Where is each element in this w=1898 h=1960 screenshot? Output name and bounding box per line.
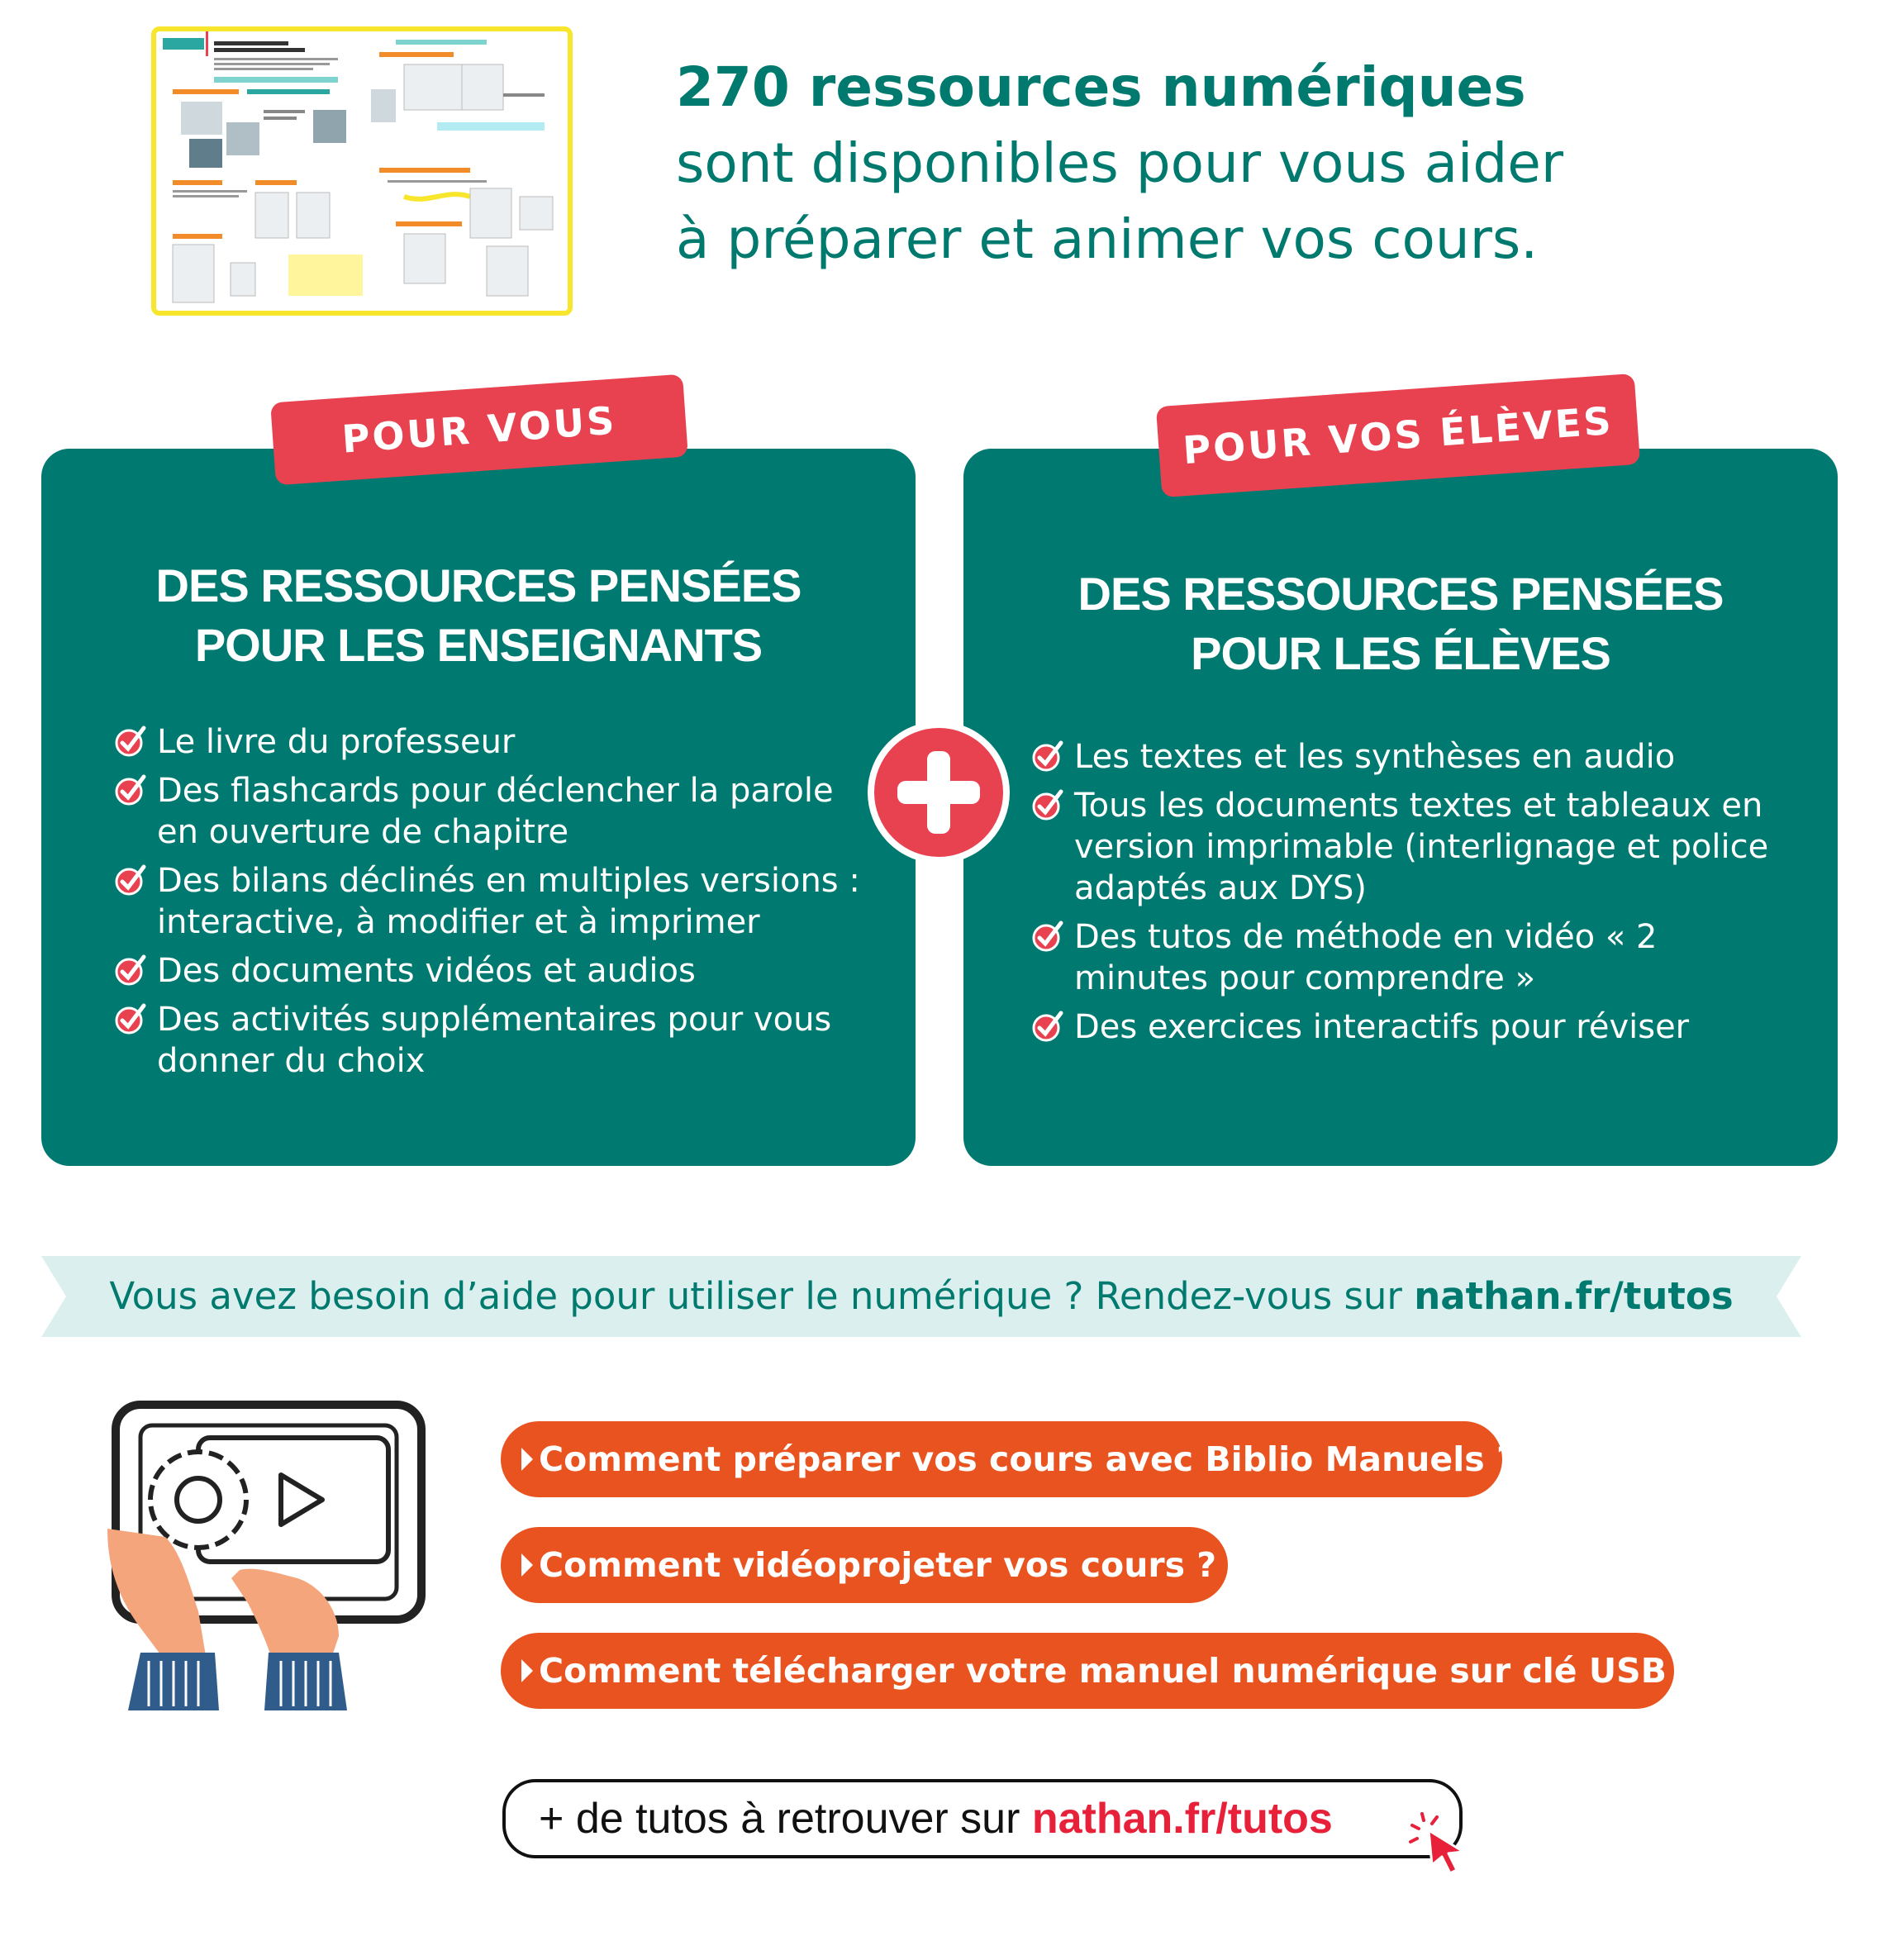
list-item xyxy=(114,860,874,943)
panel-teachers-title-line-2: POUR LES ENSEIGNANTS xyxy=(194,619,763,671)
list-item-text: Tous les documents textes et tableaux en version imprimable (interlignage et police adaptés aux DYS) xyxy=(1074,787,1769,907)
tuto-usb-button[interactable] xyxy=(501,1633,1699,1709)
headline-line-1: 270 ressources numériques xyxy=(676,55,1526,119)
panel-teachers-title xyxy=(41,556,916,675)
list-item-text: Des documents vidéos et audios xyxy=(157,952,696,990)
teachers-resource-list xyxy=(114,721,874,1089)
check-icon xyxy=(1031,1010,1064,1043)
help-text-body: Vous avez besoin d’aide pour utiliser le numérique ? Rendez-vous sur xyxy=(109,1274,1415,1318)
check-icon xyxy=(114,863,147,897)
check-icon xyxy=(114,773,147,806)
list-item-text: Des tutos de méthode en vidéo « 2 minutes pour comprendre » xyxy=(1074,918,1658,997)
list-item-text: Des exercices interactifs pour réviser xyxy=(1074,1008,1690,1046)
panel-students-title-line-1: DES RESSOURCES PENSÉES xyxy=(1077,568,1724,620)
list-item-text: Les textes et les synthèses en audio xyxy=(1074,738,1676,776)
list-item xyxy=(1031,785,1791,909)
check-icon xyxy=(114,1002,147,1035)
check-icon xyxy=(1031,788,1064,821)
help-link[interactable]: nathan.fr/tutos xyxy=(1414,1274,1734,1318)
tag-pour-vous: POUR VOUS xyxy=(270,374,688,486)
list-item xyxy=(1031,736,1791,778)
check-icon xyxy=(114,954,147,987)
list-item-text: Des activités supplémentaires pour vous donner du choix xyxy=(157,1001,832,1080)
thumbnail-illustration xyxy=(156,31,569,312)
panel-students-title-line-2: POUR LES ÉLÈVES xyxy=(1191,627,1610,679)
check-icon xyxy=(114,725,147,758)
list-item xyxy=(1031,916,1791,999)
check-icon xyxy=(1031,740,1064,773)
tuto-label: Comment préparer vos cours avec Biblio Manuels ? xyxy=(539,1439,1516,1479)
list-item xyxy=(114,721,874,763)
help-text xyxy=(41,1256,1801,1337)
more-tutos-link[interactable]: nathan.fr/tutos xyxy=(1031,1795,1333,1843)
play-arrow-icon xyxy=(521,1659,533,1682)
brochure-thumbnail xyxy=(151,26,573,316)
list-item-text: Des bilans déclinés en multiples versions : interactive, à modifier et à imprimer xyxy=(157,862,860,941)
panel-students-title xyxy=(963,564,1838,683)
tablet-hands-illustration xyxy=(91,1388,438,1719)
tuto-videoprojeter-button[interactable] xyxy=(501,1527,1228,1603)
panel-teachers-title-line-1: DES RESSOURCES PENSÉES xyxy=(155,559,802,611)
list-item xyxy=(114,770,874,853)
panel-students xyxy=(963,449,1838,1166)
students-resource-list xyxy=(1031,736,1791,1055)
list-item xyxy=(1031,1006,1791,1048)
headline-line-3: à préparer et animer vos cours. xyxy=(676,207,1539,271)
plus-icon xyxy=(868,721,1010,863)
tag-pour-vos-eleves: POUR VOS ÉLÈVES xyxy=(1156,373,1640,497)
list-item xyxy=(114,999,874,1082)
more-tutos-box[interactable] xyxy=(502,1779,1463,1858)
play-arrow-icon xyxy=(521,1553,533,1577)
help-banner xyxy=(41,1256,1801,1337)
cursor-click-icon xyxy=(1409,1812,1483,1878)
more-tutos-prefix: + de tutos à retrouver sur xyxy=(539,1795,1032,1843)
check-icon xyxy=(1031,920,1064,953)
thumbnail-marker xyxy=(206,26,208,56)
list-item-text: Des flashcards pour déclencher la parole en ouverture de chapitre xyxy=(157,772,834,851)
tuto-label: Comment télécharger votre manuel numérique sur clé USB ? xyxy=(539,1651,1699,1691)
play-arrow-icon xyxy=(521,1448,533,1471)
tuto-biblio-manuels-button[interactable] xyxy=(501,1421,1516,1497)
list-item-text: Le livre du professeur xyxy=(157,723,516,761)
headline-line-2: sont disponibles pour vous aider xyxy=(676,131,1563,195)
panel-teachers xyxy=(41,449,916,1166)
tuto-label: Comment vidéoprojeter vos cours ? xyxy=(539,1545,1217,1585)
headline xyxy=(676,50,1833,278)
list-item xyxy=(114,950,874,992)
